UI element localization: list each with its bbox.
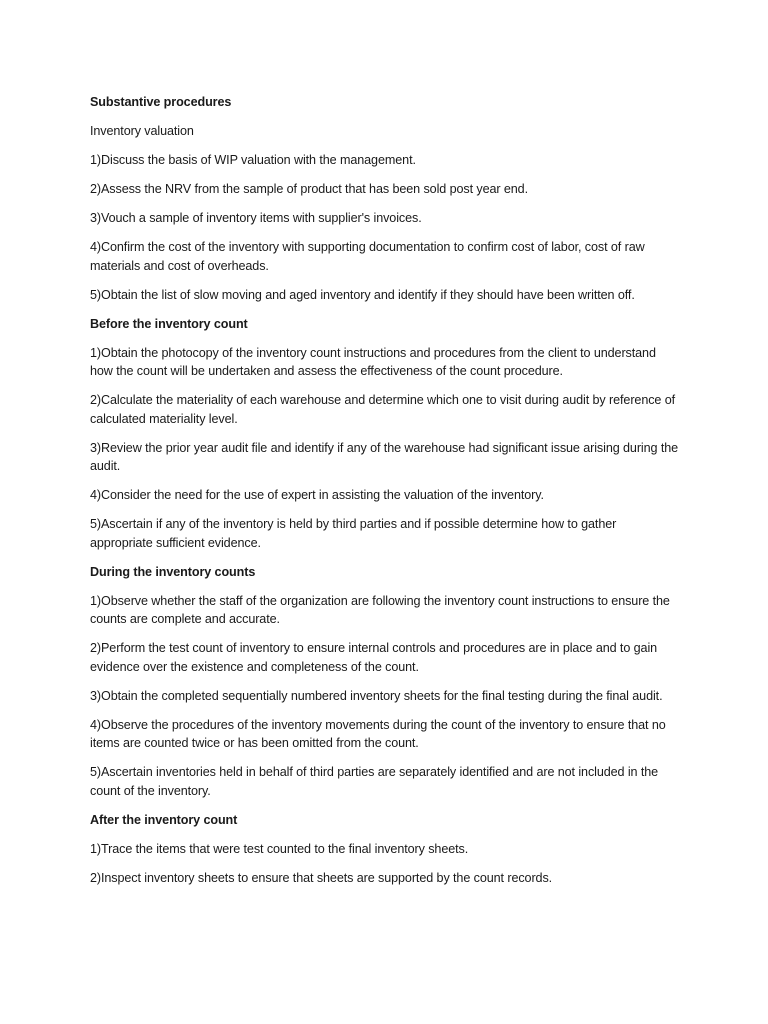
before-count-item: 2)Calculate the materiality of each warehouse and determine which one to visit during audit by reference of calculated materiality level. bbox=[90, 393, 676, 426]
after-count-item: 1)Trace the items that were test counted to the final inventory sheets. bbox=[90, 841, 469, 856]
valuation-item: 2)Assess the NRV from the sample of product that has been sold post year end. bbox=[90, 182, 528, 196]
during-count-item: 1)Observe whether the staff of the organization are following the inventory count instructions to ensure the counts are complete and accurate. bbox=[90, 593, 670, 626]
before-count-item: 4)Consider the need for the use of expert in assisting the valuation of the inventory. bbox=[90, 488, 544, 502]
section-subtitle-inventory-valuation: Inventory valuation bbox=[90, 124, 194, 138]
before-count-item: 3)Review the prior year audit file and identify if any of the warehouse had significant issue arising during the audit. bbox=[90, 440, 679, 473]
before-count-item: 1)Obtain the photocopy of the inventory count instructions and procedures from the client to understand how the count will be undertaken and assess the effectiveness of the count procedure. bbox=[90, 345, 656, 378]
document-title: Substantive procedures bbox=[90, 95, 232, 109]
section-heading-during-count: During the inventory counts bbox=[90, 564, 256, 579]
section-heading-after-count: After the inventory count bbox=[90, 812, 238, 827]
valuation-item: 5)Obtain the list of slow moving and aged inventory and identify if they should have been written off. bbox=[90, 287, 635, 302]
valuation-item: 1)Discuss the basis of WIP valuation with the management. bbox=[90, 153, 416, 167]
during-count-item: 2)Perform the test count of inventory to ensure internal controls and procedures are in place and to gain evidence over the existence and completeness of the count. bbox=[90, 641, 658, 674]
valuation-item: 3)Vouch a sample of inventory items with supplier's invoices. bbox=[90, 211, 422, 225]
valuation-item: 4)Confirm the cost of the inventory with supporting documentation to confirm cost of labor, cost of raw materials and cost of overheads. bbox=[90, 240, 645, 273]
document-body bbox=[90, 93, 682, 898]
during-count-item: 4)Observe the procedures of the inventory movements during the count of the inventory to ensure that no items are counted twice or has been omitted from the count. bbox=[90, 717, 666, 750]
before-count-item: 5)Ascertain if any of the inventory is held by third parties and if possible determine how to gather appropriate sufficient evidence. bbox=[90, 517, 617, 550]
during-count-item: 3)Obtain the completed sequentially numbered inventory sheets for the final testing during the final audit. bbox=[90, 688, 663, 703]
after-count-item: 2)Inspect inventory sheets to ensure that sheets are supported by the count records. bbox=[90, 870, 553, 885]
section-heading-before-count: Before the inventory count bbox=[90, 316, 248, 331]
during-count-item: 5)Ascertain inventories held in behalf of third parties are separately identified and are not included in the count of the inventory. bbox=[90, 765, 659, 798]
